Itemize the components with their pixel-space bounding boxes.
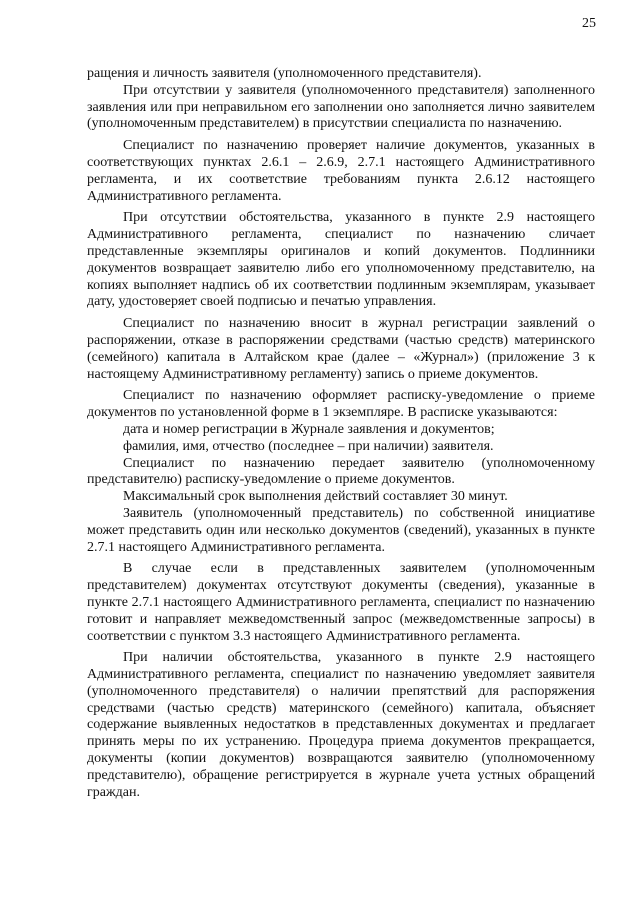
paragraph: Максимальный срок выполнения действий составляет 30 минут. — [123, 489, 508, 505]
paragraph: ращения и личность заявителя (уполномоченного представителя). — [87, 66, 482, 81]
paragraph: При наличии обстоятельства, указанного в пункте 2.9 настоящего Административного регламента, специалист по назначению уведомляет заявителя (уполномоченного представителя) о наличии препятствий для распоряжения средствами (частью средств) материнского (семейного) капитала, объясняет содержание выявленных недостатков в представленных документах и предлагает принять меры по их устранению. Процедура приема документов прекращается, документы (копии документов) возвращаются заявителю (уполномоченному представителю), обращение регистрируется в журнале учета устных обращений граждан. — [87, 650, 595, 800]
paragraph: Специалист по назначению оформляет расписку-уведомление о приеме документов по установленной форме в 1 экземпляре. В расписке указываются: — [87, 388, 595, 421]
paragraph: Специалист по назначению проверяет наличие документов, указанных в соответствующих пунктах 2.6.1 – 2.6.9, 2.7.1 настоящего Административного регламента, и их соответствие требованиям пункта 2.6.12 настоящего Административного регламента. — [87, 138, 595, 204]
paragraph: При отсутствии у заявителя (уполномоченного представителя) заполненного заявления или при неправильном его заполнении оно заполняется лично заявителем (уполномоченным представителем) в присутствии специалиста по назначению. — [87, 82, 595, 132]
paragraph: При отсутствии обстоятельства, указанного в пункте 2.9 настоящего Административного регламента, специалист по назначению сличает представленные экземпляры оригиналов и копий документов. Подлинники документов возвращает заявителю либо его уполномоченному представителю, на копиях выполняет надпись об их соответствии подлинным экземплярам, указывает дату, удостоверяет своей подписью и печатью управления. — [87, 210, 595, 310]
paragraph: дата и номер регистрации в Журнале заявления и документов; — [123, 421, 495, 437]
paragraph: Специалист по назначению передает заявителю (уполномоченному представителю) расписку-уведомление о приеме документов. — [87, 455, 595, 488]
paragraph: Заявитель (уполномоченный представитель) по собственной инициативе может представить один или несколько документов (сведений), указанных в пункте 2.7.1 настоящего Административного регламента. — [87, 505, 595, 555]
paragraph: В случае если в представленных заявителем (уполномоченным представителем) документах отсутствуют документы (сведения), указанные в пункте 2.7.1 настоящего Административного регламента, специалист по назначению готовит и направляет межведомственный запрос (межведомственные запросы) в соответствии с пунктом 3.3 настоящего Административного регламента. — [87, 561, 595, 644]
paragraph: Специалист по назначению вносит в журнал регистрации заявлений о распоряжении, отказе в распоряжении средствами (частью средств) материнского (семейного) капитала в Алтайском крае (далее – «Журнал») (приложение 3 к настоящему Административному регламенту) запись о приеме документов. — [87, 316, 595, 382]
page-number: 25 — [582, 16, 596, 31]
document-body — [87, 66, 595, 801]
paragraph: фамилия, имя, отчество (последнее – при наличии) заявителя. — [123, 438, 494, 454]
